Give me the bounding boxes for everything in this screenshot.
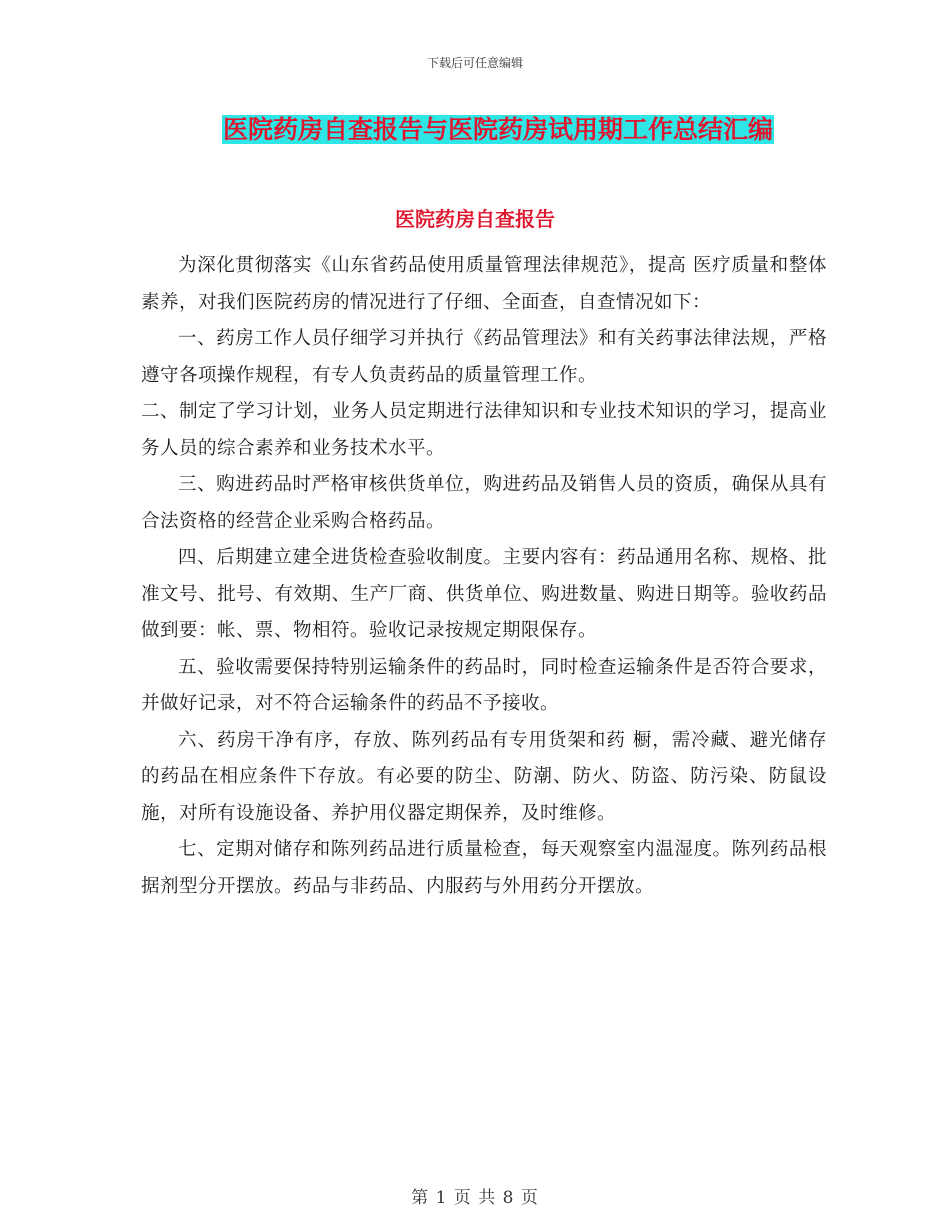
paragraph-item-3: 三、购进药品时严格审核供货单位，购进药品及销售人员的资质，确保从具有合法资格的经营企业采购合格药品。	[141, 474, 827, 532]
paragraph-item-1: 一、药房工作人员仔细学习并执行《药品管理法》和有关药事法律法规，严格遵守各项操作规程，有专人负责药品的质量管理工作。	[141, 328, 827, 386]
paragraph-item-2: 二、制定了学习计划，业务人员定期进行法律知识和专业技术知识的学习，提高业务人员的综合素养和业务技术水平。	[141, 401, 827, 459]
section-title: 医院药房自查报告	[395, 207, 555, 231]
document-title-text: 医院药房自查报告与医院药房试用期工作总结汇编	[222, 115, 773, 144]
document-body	[141, 248, 827, 905]
paragraph-intro: 为深化贯彻落实《山东省药品使用质量管理法律规范》，提高 医疗质量和整体素养，对我们医院药房的情况进行了仔细、全面查，自查情况如下：	[141, 255, 827, 313]
paragraph-item-5: 五、验收需要保持特别运输条件的药品时，同时检查运输条件是否符合要求，并做好记录，对不符合运输条件的药品不予接收。	[141, 656, 827, 714]
page-number: 第 1 页 共 8 页	[411, 1188, 539, 1208]
paragraph-item-7: 七、定期对储存和陈列药品进行质量检查，每天观察室内温湿度。陈列药品根据剂型分开摆放。药品与非药品、内服药与外用药分开摆放。	[141, 839, 827, 897]
paragraph-item-4: 四、后期建立建全进货检查验收制度。主要内容有：药品通用名称、规格、批准文号、批号、有效期、生产厂商、供货单位、购进数量、购进日期等。验收药品做到要：帐、票、物相符。验收记录按规定期限保存。	[141, 547, 827, 641]
page-header-note: 下载后可任意编辑	[426, 56, 523, 70]
document-title	[0, 114, 950, 146]
paragraph-item-6: 六、药房干净有序，存放、陈列药品有专用货架和药 橱，需冷藏、避光储存的药品在相应条件下存放。有必要的防尘、防潮、防火、防盗、防污染、防鼠设施，对所有设施设备、养护用仪器定期保养，及时维修。	[141, 729, 827, 824]
